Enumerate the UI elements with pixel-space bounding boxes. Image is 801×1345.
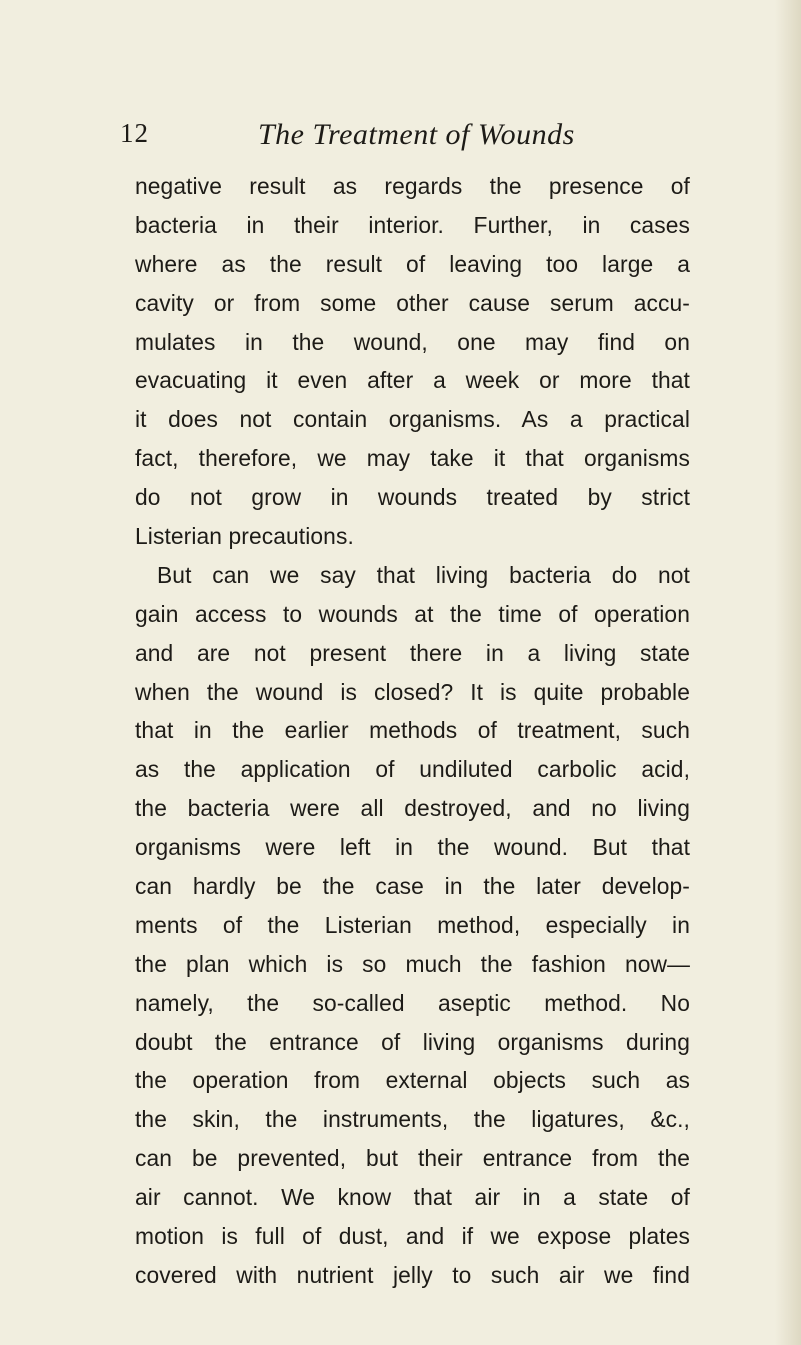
text-line: air cannot. We know that air in a state of — [135, 1184, 690, 1211]
text-line: the skin, the instruments, the ligatures, &c., — [135, 1106, 690, 1133]
text-line: the operation from external objects such as — [135, 1067, 690, 1094]
text-line: namely, the so-called aseptic method. No — [135, 989, 690, 1016]
text-line: motion is full of dust, and if we expose plates — [135, 1223, 690, 1250]
text-line: that in the earlier methods of treatment, such — [135, 717, 690, 744]
text-line: mulates in the wound, one may find on — [135, 328, 690, 355]
text-line: the plan which is so much the fashion now— — [135, 950, 690, 977]
text-line: the bacteria were all destroyed, and no living — [135, 795, 690, 822]
text-line: and are not present there in a living state — [135, 639, 690, 666]
text-line: where as the result of leaving too large a — [135, 250, 690, 277]
paragraph-end-line: Listerian precautions. — [135, 523, 354, 550]
running-title: The Treatment of Wounds — [258, 118, 575, 151]
text-line: negative result as regards the presence of — [135, 173, 690, 199]
text-line: can be prevented, but their entrance from the — [135, 1145, 690, 1172]
text-line: organisms were left in the wound. But that — [135, 834, 690, 861]
text-line: when the wound is closed? It is quite probable — [135, 678, 690, 705]
text-line: do not grow in wounds treated by strict — [135, 484, 690, 511]
text-line: ments of the Listerian method, especially in — [135, 911, 690, 938]
text-line: covered with nutrient jelly to such air we find — [135, 1261, 690, 1288]
text-line: as the application of undiluted carbolic acid, — [135, 756, 690, 783]
text-line: bacteria in their interior. Further, in cases — [135, 211, 690, 238]
page-edge-shadow — [775, 0, 801, 1345]
text-line: cavity or from some other cause serum accu- — [135, 289, 690, 316]
text-line: doubt the entrance of living organisms during — [135, 1028, 690, 1055]
body-text — [135, 167, 690, 1295]
text-line: evacuating it even after a week or more that — [135, 367, 690, 394]
paragraph-start-line: But can we say that living bacteria do not — [157, 561, 690, 588]
text-line: fact, therefore, we may take it that organisms — [135, 445, 690, 472]
text-line: can hardly be the case in the later develop- — [135, 873, 690, 900]
page-header — [120, 118, 680, 154]
text-line: gain access to wounds at the time of operation — [135, 600, 690, 627]
text-line: it does not contain organisms. As a practical — [135, 406, 690, 433]
page-number: 12 — [120, 118, 149, 148]
